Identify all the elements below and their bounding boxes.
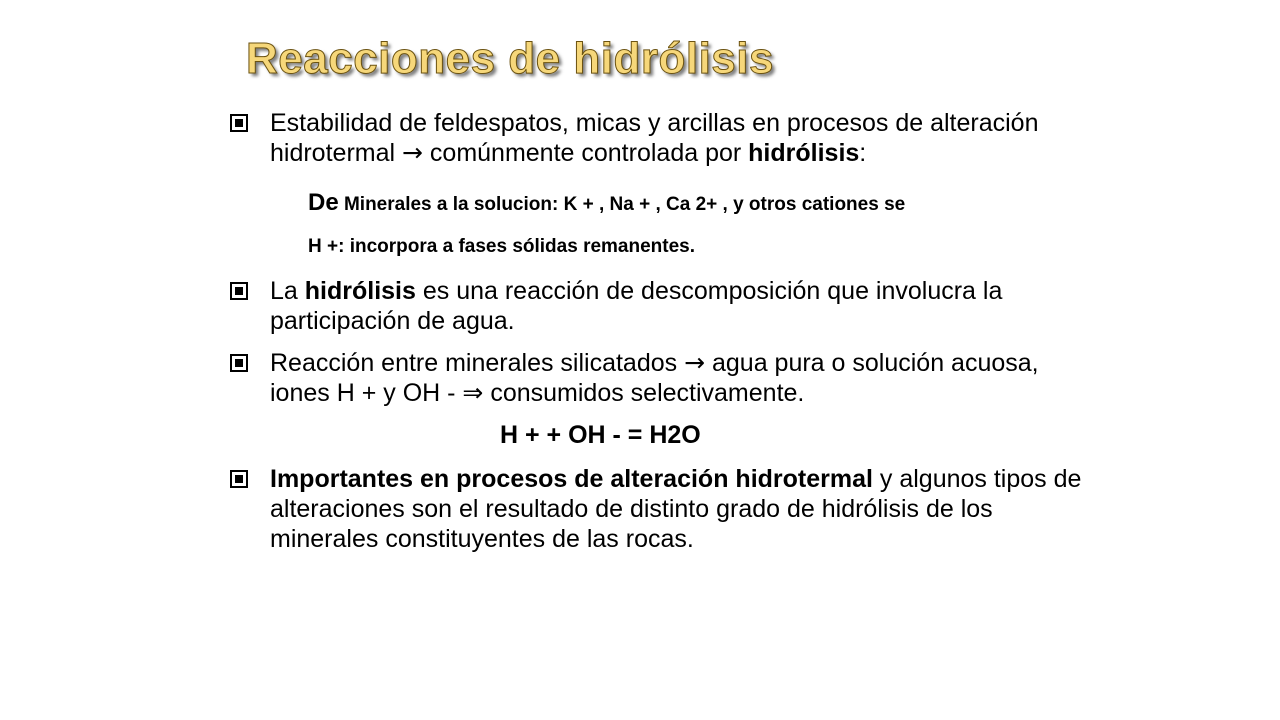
bullet-item bbox=[228, 108, 1088, 168]
bullet-bold-text: hidrólisis bbox=[748, 139, 860, 167]
bullet-bold-text: hidrólisis bbox=[304, 277, 416, 305]
bullet-item bbox=[228, 276, 1088, 336]
slide-content bbox=[228, 108, 1088, 566]
boxed-square-bullet-icon bbox=[230, 470, 248, 488]
bullet-text: consumidos selectivamente. bbox=[483, 379, 805, 407]
sub-line: H +: incorpora a fases sólidas remanentes. bbox=[308, 236, 696, 257]
bullet-text: agua pura o solución acuosa, iones H + y OH - bbox=[270, 349, 1039, 407]
sub-line-text: Minerales a la solucion: K + , Na + , Ca 2+ , y otros cationes se bbox=[338, 194, 906, 215]
bullet-text: es una reacción de descomposición que involucra la participación de agua. bbox=[270, 277, 1003, 335]
bullet-item bbox=[228, 348, 1088, 408]
bullet-text: Reacción entre minerales silicatados bbox=[270, 349, 685, 377]
bullet-text: : bbox=[859, 139, 867, 167]
bullet-item bbox=[228, 464, 1088, 554]
boxed-square-bullet-icon bbox=[230, 354, 248, 372]
right-arrow-icon: → bbox=[402, 138, 423, 167]
sub-line-lead: De bbox=[308, 189, 339, 216]
equation: H + + OH - = H2O bbox=[500, 421, 701, 449]
bullet-bold-text: Importantes en procesos de alteración hidrotermal bbox=[270, 465, 873, 493]
sub-line bbox=[228, 188, 1088, 220]
double-right-arrow-icon: ⇒ bbox=[462, 378, 484, 407]
boxed-square-bullet-icon bbox=[230, 114, 248, 132]
bullet-text: comúnmente controlada por bbox=[422, 139, 749, 167]
right-arrow-icon: → bbox=[684, 348, 706, 377]
boxed-square-bullet-icon bbox=[230, 282, 248, 300]
bullet-text: La bbox=[270, 277, 305, 305]
bullet-text: y algunos tipos de alteraciones son el resultado de distinto grado de hidrólisis de los minerales constituyentes de las rocas. bbox=[270, 465, 1082, 553]
slide-title: Reacciones de hidrólisis bbox=[246, 34, 774, 83]
bullet-text: Estabilidad de feldespatos, micas y arcillas en procesos de alteración hidrotermal bbox=[270, 109, 1039, 167]
